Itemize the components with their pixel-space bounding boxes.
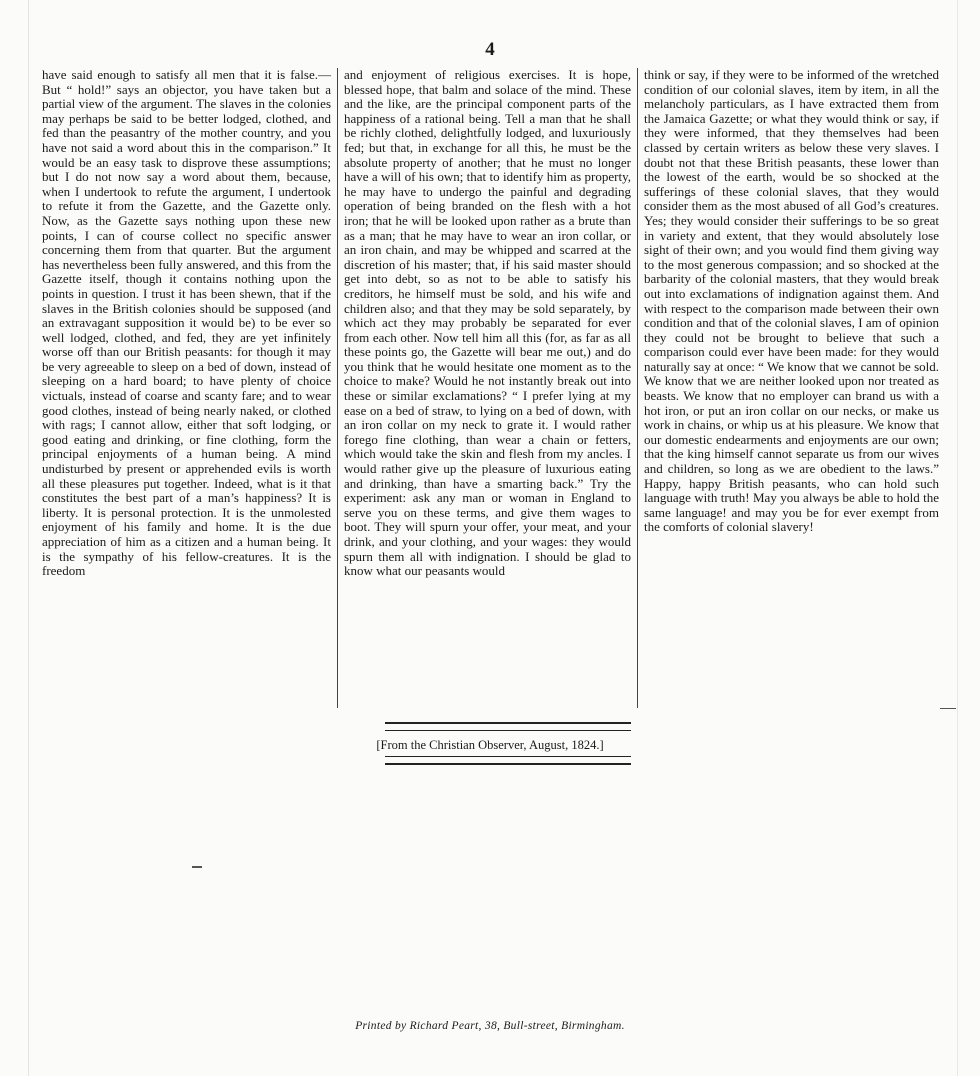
column-1-text: have said enough to satisfy all men that it is false.—But “ hold!” says an objector, you have taken but a partial view of the argument. The slaves in the colonies may perhaps be said to be better lodged, clothed, and fed than the peasantry of the mother country, and you have not said a word about this in the comparison.” It would be an easy task to disprove these assumptions; but I do not now say a word about them, because, when I undertook to refute the argument, I undertook to refute it from the Gazette, and the Gazette only. Now, as the Gazette says nothing upon these new points, I can of course collect no specific answer concerning them from that quarter. But the argument has nevertheless been fully answered, and this from the Gazette itself, though it contains nothing upon the points in question. I trust it has been shewn, that if the slaves in the British colonies should be supposed (and an extravagant supposition it would be) to be ever so well lodged, clothed, and fed, they are yet infinitely worse off than our British peasants: for though it may be very agreeable to sleep on a bed of down, instead of sleeping on a hard board; to have plenty of choice victuals, instead of coarse and scanty fare; and to wear good clothes, instead of being nearly naked, or clothed with rags; I cannot allow, either that soft lodging, or good eating and drinking, or fine clothing, form the principal enjoyments of a human being. A mind undisturbed by present or apprehended evils is worth all these pleasures put together. Indeed, what is it that constitutes the best part of a man’s happiness? It is liberty. It is personal protection. It is the unmolested enjoyment of his family and home. It is the due appreciation of him as a citizen and a human being. It is the sympathy of his fellow-creatures. It is the freedom <box>42 68 331 579</box>
column-2-text: and enjoyment of religious exercises. It is hope, blessed hope, that balm and solace of the mind. These and the like, are the principal component parts of the happiness of a rational being. Tell a man that he shall be richly clothed, delightfully lodged, and luxuriously fed; but that, in exchange for all this, he must be the absolute property of another; that he must no longer have a will of his own; that to identify him as property, he may have to undergo the painful and degrading operation of being branded on the flesh with a hot iron; that he will be looked upon rather as a brute than as a man; that he may have to wear an iron collar, or an iron chain, and may be whipped and scarred at the discretion of his master; that, if his said master should get into debt, so as not to be able to satisfy his creditors, he himself must be sold, and his wife and children also; and that they may be sold separately, by which act they may probably be separated for ever from each other. Now tell him all this (for, as far as all these points go, the Gazette will bear me out,) and do you think that he would hesitate one moment as to the choice to make? Would he not instantly break out into these or similar exclamations? “ I prefer lying at my ease on a bed of straw, to lying on a bed of down, with an iron collar on my neck to grate it. I would rather forego fine clothing, than wear a chain or fetters, which would take the skin and flesh from my ancles. I would rather give up the pleasure of luxurious eating and drinking, than have a smarting back.” Try the experiment: ask any man or woman in England to serve you on these terms, and give them wages to boot. They will spurn your offer, your meat, and your drink, and your clothing, and your wages: they would spurn them all with indignation. I should be glad to know what our peasants would <box>344 68 631 579</box>
column-3 <box>637 68 939 708</box>
page-edge-shadow-right <box>957 0 958 1076</box>
column-3-text: think or say, if they were to be informed of the wretched condition of our colonial slaves, item by item, in all the melancholy particulars, as I have extracted them from the Jamaica Gazette; or what they would think or say, if they were informed, that they themselves had been classed by certain writers as below these very slaves. I doubt not that these British peasants, these lower than the lowest of the earth, would be so shocked at the sufferings of these colonial slaves, that they would consider them as the most abused of all God’s creatures. Yes; they would consider their sufferings to be so great in variety and extent, that they would absolutely lose sight of their own; and you would find them giving way to the most generous compassion; and so shocked at the barbarity of the colonial masters, that they would break out into exclamations of indignation against them. And with respect to the comparison made between their own condition and that of the colonial slaves, I am of opinion they could not be brought to believe that such a comparison could ever have been made: for they would naturally say at once: “ We know that we cannot be sold. We know that we are neither looked upon nor treated as beasts. We know that no employer can brand us with a hot iron, or put an iron collar on our necks, or make us work in chains, or whip us at his pleasure. We know that our domestic endearments and enjoyments are our own; that the king himself cannot separate us from our wives and children, so long as we are obedient to the laws.” Happy, happy British peasants, who can hold such language with truth! May you always be able to hold the same language! and may you be for ever exempt from the comforts of colonial slavery! <box>644 68 939 535</box>
print-speck <box>192 866 202 868</box>
text-columns <box>42 68 939 708</box>
column-1 <box>42 68 337 708</box>
print-speck <box>940 708 956 709</box>
double-rule-bottom <box>385 756 631 765</box>
column-2 <box>337 68 637 708</box>
page-number: 4 <box>485 39 495 60</box>
source-attribution: [From the Christian Observer, August, 1824.] <box>376 738 604 752</box>
page-edge-shadow-left <box>28 0 29 1076</box>
double-rule-top <box>385 722 631 731</box>
printer-imprint: Printed by Richard Peart, 38, Bull-street, Birmingham. <box>355 1020 625 1032</box>
